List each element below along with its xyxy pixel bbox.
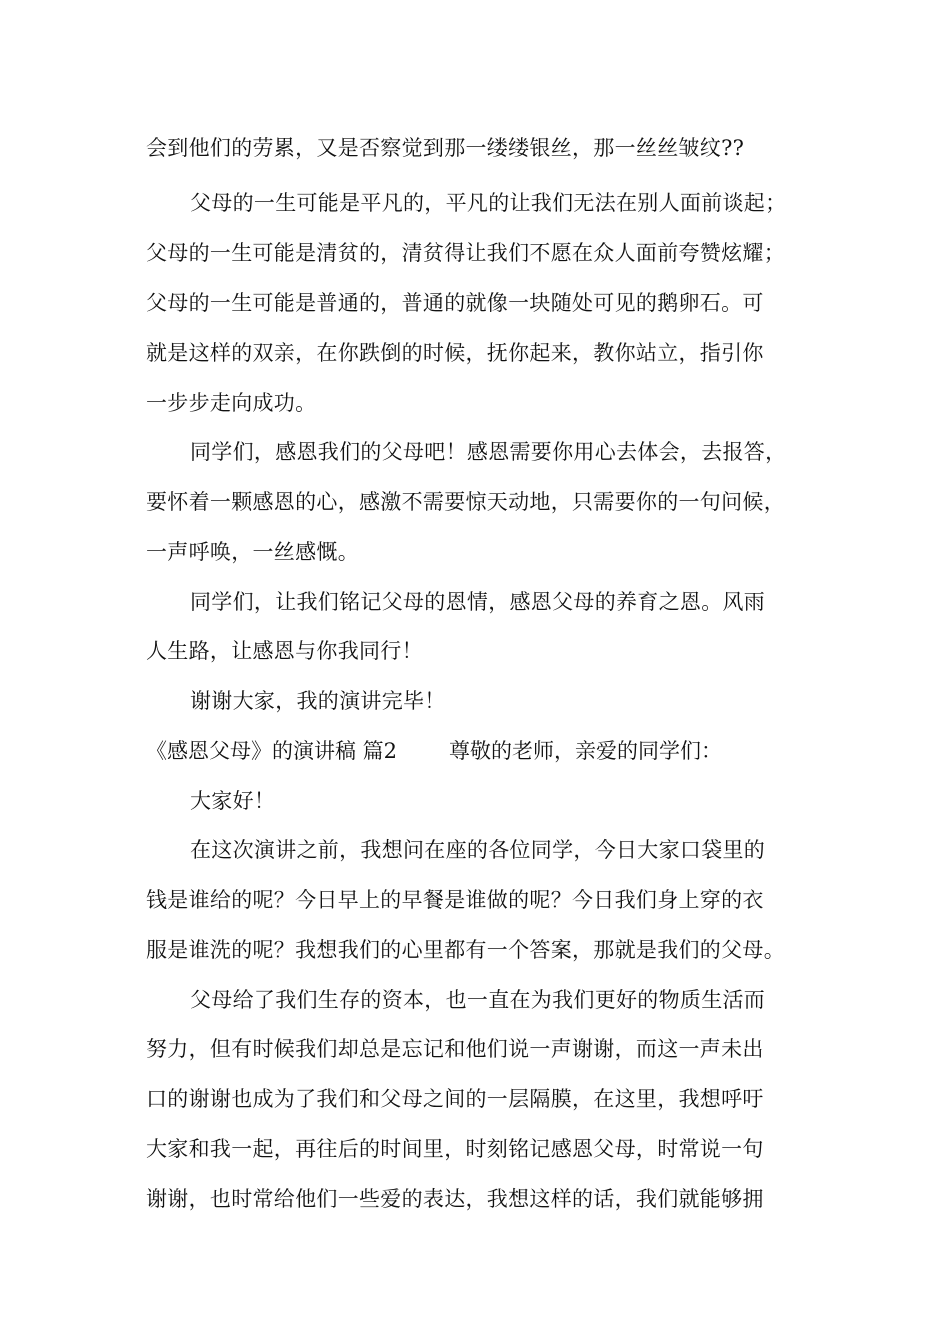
text-line: 同学们，让我们铭记父母的恩情，感恩父母的养育之恩。风雨	[190, 590, 766, 614]
text-line: 努力，但有时候我们却总是忘记和他们说一声谢谢，而这一声未出	[146, 1037, 764, 1061]
text-line: 就是这样的双亲，在你跌倒的时候，抚你起来，教你站立，指引你	[146, 341, 764, 365]
text-line: 一声呼唤，一丝感慨。	[146, 540, 359, 564]
text-line: 在这次演讲之前，我想问在座的各位同学，今日大家口袋里的	[190, 838, 766, 862]
text-line: 谢谢大家，我的演讲完毕！	[190, 689, 446, 713]
text-line: 钱是谁给的呢？今日早上的早餐是谁做的呢？今日我们身上穿的衣	[146, 888, 764, 912]
text-line: 大家好！	[190, 789, 276, 813]
section-heading	[146, 736, 722, 766]
section-greeting: 尊敬的老师，亲爱的同学们：	[449, 739, 723, 763]
text-line: 同学们，感恩我们的父母吧！感恩需要你用心去体会，去报答，	[190, 440, 787, 464]
text-line: 要怀着一颗感恩的心，感激不需要惊天动地，只需要你的一句问候，	[146, 490, 785, 514]
text-line: 服是谁洗的呢？我想我们的心里都有一个答案，那就是我们的父母。	[146, 938, 785, 962]
text-line: 口的谢谢也成为了我们和父母之间的一层隔膜，在这里，我想呼吁	[146, 1087, 764, 1111]
text-line: 父母的一生可能是普通的，普通的就像一块随处可见的鹅卵石。可	[146, 291, 764, 315]
text-line: 谢谢，也时常给他们一些爱的表达，我想这样的话，我们就能够拥	[146, 1187, 764, 1211]
text-line: 大家和我一起，再往后的时间里，时刻铭记感恩父母，时常说一句	[146, 1137, 764, 1161]
text-line: 一步步走向成功。	[146, 391, 317, 415]
section-title: 《感恩父母》的演讲稿 篇2	[146, 739, 398, 763]
text-line: 会到他们的劳累，又是否察觉到那一缕缕银丝，那一丝丝皱纹??	[146, 136, 745, 160]
text-line: 父母给了我们生存的资本，也一直在为我们更好的物质生活而	[190, 988, 766, 1012]
text-line: 人生路，让感恩与你我同行！	[146, 639, 423, 663]
text-line: 父母的一生可能是清贫的，清贫得让我们不愿在众人面前夸赞炫耀；	[146, 241, 785, 265]
text-line: 父母的一生可能是平凡的，平凡的让我们无法在别人面前谈起；	[190, 191, 787, 215]
